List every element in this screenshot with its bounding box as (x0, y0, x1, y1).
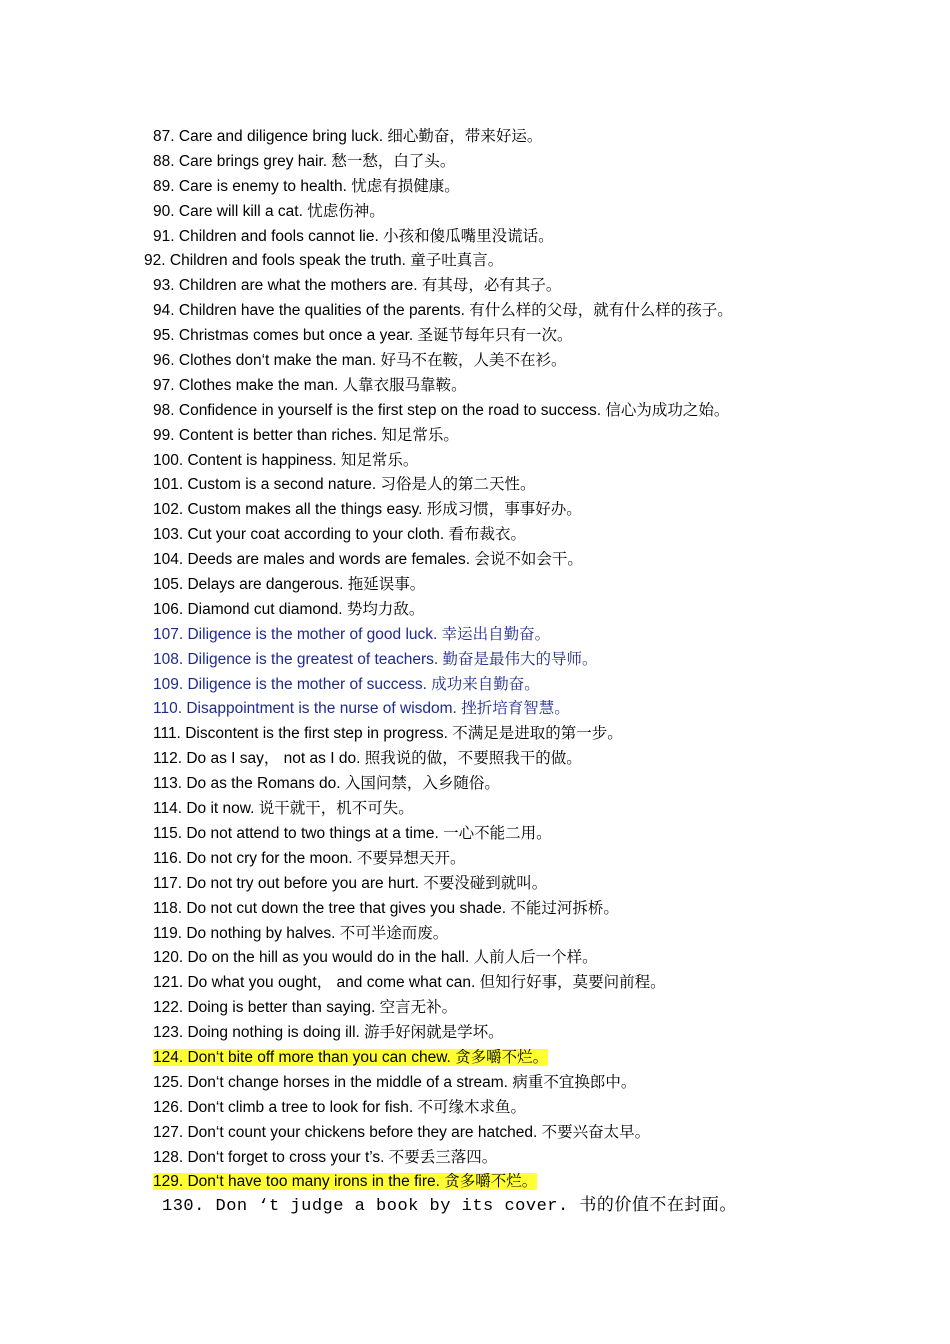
proverb-line (0, 398, 950, 423)
proverb-number: 110. (153, 700, 183, 718)
proverb-line (0, 796, 950, 821)
proverb-number: 104. (153, 551, 184, 569)
proverb-line (0, 921, 950, 946)
proverb-english: Delays are dangerous. (187, 576, 344, 594)
proverb-english: Confidence in yourself is the first step on the road to success. (178, 401, 602, 419)
proverb-chinese: 不能过河拆桥。 (510, 898, 619, 917)
proverb-chinese: 入国问禁，入乡随俗。 (344, 774, 500, 793)
proverb-english: Don‘t climb a tree to look for fish. (187, 1098, 414, 1116)
proverb-line (0, 597, 950, 622)
proverb-number: 118. (153, 899, 183, 917)
proverb-english: Disappointment is the nurse of wisdom. (186, 700, 457, 718)
proverb-number: 111. (153, 725, 181, 743)
proverb-chinese: 形成习惯，事事好办。 (426, 500, 582, 519)
proverb-line (0, 348, 950, 373)
proverb-line (0, 448, 950, 473)
proverb-number: 98. (153, 401, 175, 419)
proverb-chinese: 空言无补。 (379, 998, 458, 1017)
proverb-list (0, 124, 950, 1220)
proverb-line (0, 423, 950, 448)
proverb-line (0, 224, 950, 249)
proverb-number: 119. (153, 924, 183, 942)
proverb-chinese: 圣诞节每年只有一次。 (417, 326, 573, 345)
proverb-chinese: 看布裁衣。 (448, 525, 527, 544)
proverb-number: 113. (153, 775, 183, 793)
proverb-line (0, 622, 950, 647)
proverb-english: Custom is a second nature. (187, 476, 377, 494)
proverb-english: Care and diligence bring luck. (178, 128, 384, 145)
proverb-number: 101. (153, 476, 184, 494)
proverb-number: 122. (153, 999, 184, 1017)
proverb-number: 128. (153, 1148, 184, 1166)
proverb-number: 125. (153, 1073, 184, 1091)
proverb-line (0, 871, 950, 896)
proverb-line (0, 149, 950, 174)
proverb-chinese: 小孩和傻瓜嘴里没谎话。 (383, 226, 554, 245)
proverb-chinese: 幸运出自勤奋。 (441, 624, 551, 643)
proverb-chinese: 有其母，必有其子。 (421, 276, 562, 295)
proverb-number: 107. (153, 625, 184, 643)
proverb-line (0, 497, 950, 522)
proverb-english: Do nothing by halves. (186, 924, 336, 942)
proverb-line (0, 199, 950, 224)
proverb-english: Do it now. (186, 800, 255, 818)
proverb-line (0, 647, 950, 672)
proverb-number: 91. (153, 227, 175, 245)
proverb-line (0, 373, 950, 398)
proverb-chinese: 童子吐真言。 (410, 251, 504, 270)
proverb-number: 114. (153, 800, 183, 818)
proverb-english: Do as the Romans do. (186, 775, 341, 793)
proverb-number: 92. (144, 252, 166, 270)
proverb-number: 117. (153, 874, 183, 892)
proverb-english: Care will kill a cat. (178, 202, 303, 220)
proverb-line (0, 174, 950, 199)
proverb-line (0, 846, 950, 871)
proverb-line (0, 821, 950, 846)
proverb-chinese: 照我说的做，不要照我干的做。 (364, 749, 582, 768)
proverb-chinese: 不要丢三落四。 (388, 1147, 498, 1166)
proverb-number: 87. (153, 128, 175, 145)
proverb-number: 123. (153, 1024, 184, 1042)
proverb-chinese: 但知行好事，莫要问前程。 (479, 973, 666, 992)
proverb-line (0, 1145, 950, 1170)
proverb-number: 93. (153, 277, 175, 295)
proverb-chinese: 忧虑伤神。 (307, 201, 385, 220)
proverb-number: 90. (153, 202, 175, 220)
proverb-english: Children and fools cannot lie. (178, 227, 379, 245)
highlighted-text (153, 1173, 537, 1190)
proverb-english: Custom makes all the things easy. (187, 501, 423, 519)
proverb-number: 88. (153, 152, 175, 170)
proverb-chinese: 勤奋是最伟大的导师。 (442, 649, 598, 668)
proverb-line (0, 248, 950, 273)
proverb-number: 95. (153, 327, 175, 345)
proverb-english: Doing is better than saying. (187, 999, 376, 1017)
proverb-chinese: 不要兴奋太早。 (541, 1122, 651, 1141)
proverb-number: 108. (153, 650, 184, 668)
proverb-line (0, 547, 950, 572)
proverb-chinese: 病重不宜换郎中。 (512, 1072, 637, 1091)
proverb-english: Diligence is the greatest of teachers. (187, 650, 439, 668)
proverb-line (0, 1120, 950, 1145)
proverb-number: 116. (153, 849, 183, 867)
proverb-english: Diligence is the mother of success. (187, 675, 427, 693)
proverb-chinese: 不要异想天开。 (356, 848, 466, 867)
proverb-chinese: 知足常乐。 (340, 450, 419, 469)
proverb-chinese: 游手好闲就是学坏。 (364, 1023, 504, 1042)
proverb-chinese: 书的价值不在封面。 (579, 1197, 737, 1217)
proverb-english: Don‘t forget to cross your t’s. (187, 1148, 385, 1166)
proverb-line (0, 298, 950, 323)
proverb-english: Don‘t change horses in the middle of a stream. (187, 1073, 508, 1091)
proverb-english: Children are what the mothers are. (178, 277, 418, 295)
proverb-number: 127. (153, 1123, 184, 1141)
proverb-english: Children and fools speak the truth. (169, 252, 406, 270)
proverb-chinese: 说干就干，机不可失。 (258, 799, 414, 818)
proverb-english: Do not attend to two things at a time. (186, 824, 439, 842)
proverb-chinese: 不可缘木求鱼。 (417, 1097, 527, 1116)
highlighted-text (153, 1049, 548, 1066)
proverb-number: 126. (153, 1098, 184, 1116)
proverb-line (0, 721, 950, 746)
proverb-number: 109. (153, 675, 184, 693)
proverb-line (0, 522, 950, 547)
proverb-english: Discontent is the first step in progress. (185, 725, 448, 743)
proverb-chinese: 会说不如会干。 (474, 550, 583, 569)
proverb-line (0, 273, 950, 298)
proverb-chinese: 习俗是人的第二天性。 (380, 475, 536, 494)
proverb-english: Children have the qualities of the parents. (178, 302, 465, 320)
proverb-number: 94. (153, 302, 175, 320)
proverb-chinese: 有什么样的父母，就有什么样的孩子。 (469, 301, 733, 320)
proverb-english: Do as I say， not as I do. (186, 750, 361, 768)
proverb-line (0, 1095, 950, 1120)
proverb-line (0, 124, 950, 149)
proverb-number: 100. (153, 451, 184, 469)
proverb-chinese: 势均力敌。 (346, 599, 425, 618)
proverb-number: 121. (153, 974, 184, 992)
proverb-english: Care is enemy to health. (178, 177, 347, 195)
proverb-english: Deeds are males and words are females. (187, 551, 471, 569)
proverb-english: Do what you ought， and come what can. (187, 974, 476, 992)
proverb-line (0, 970, 950, 995)
proverb-chinese: 人靠衣服马靠鞍。 (342, 375, 467, 394)
proverb-chinese: 挫折培育智慧。 (461, 699, 570, 718)
proverb-chinese: 贪多嚼不烂。 (444, 1172, 538, 1191)
proverb-chinese: 贪多嚼不烂。 (455, 1047, 549, 1066)
proverb-english: Cut your coat according to your cloth. (187, 526, 445, 544)
proverb-english: Care brings grey hair. (178, 152, 328, 170)
proverb-line (0, 1045, 950, 1070)
proverb-number: 96. (153, 352, 175, 370)
proverb-line (0, 672, 950, 697)
proverb-chinese: 一心不能二用。 (443, 823, 552, 842)
proverb-english: Do on the hill as you would do in the hall. (187, 949, 470, 967)
proverb-line (0, 572, 950, 597)
proverb-english: Do not try out before you are hurt. (186, 874, 419, 892)
proverb-chinese: 不可半途而废。 (339, 923, 449, 942)
proverb-line (0, 1020, 950, 1045)
proverb-line (0, 1195, 950, 1220)
proverb-english: Do not cry for the moon. (186, 849, 353, 867)
proverb-line (0, 896, 950, 921)
proverb-english: Content is better than riches. (178, 426, 378, 444)
proverb-chinese: 忧虑有损健康。 (351, 176, 460, 195)
proverb-english: Do not cut down the tree that gives you shade. (186, 899, 507, 917)
proverb-chinese: 知足常乐。 (381, 425, 459, 444)
proverb-english: Clothes don‘t make the man. (178, 352, 377, 370)
proverb-english: Don‘t count your chickens before they are hatched. (187, 1123, 538, 1141)
proverb-chinese: 好马不在鞍，人美不在衫。 (380, 351, 567, 370)
proverb-number: 124. (153, 1048, 184, 1066)
proverb-english: Diligence is the mother of good luck. (187, 625, 438, 643)
proverb-chinese: 不要没碰到就叫。 (423, 873, 548, 892)
proverb-number: 130. (162, 1197, 205, 1217)
proverb-number: 129. (153, 1173, 184, 1191)
proverb-line (0, 1070, 950, 1095)
proverb-english: Don ‘t judge a book by its cover. (215, 1197, 569, 1217)
proverb-chinese: 细心勤奋，带来好运。 (387, 127, 543, 145)
proverb-line (0, 771, 950, 796)
proverb-english: Content is happiness. (187, 451, 337, 469)
proverb-number: 89. (153, 177, 175, 195)
proverb-number: 120. (153, 949, 184, 967)
proverb-line (0, 323, 950, 348)
proverb-line (0, 472, 950, 497)
proverb-english: Don‘t bite off more than you can chew. (187, 1048, 451, 1066)
proverb-number: 102. (153, 501, 184, 519)
proverb-line (0, 746, 950, 771)
proverb-number: 115. (153, 824, 183, 842)
proverb-chinese: 成功来自勤奋。 (431, 674, 540, 693)
proverb-number: 105. (153, 576, 184, 594)
proverb-english: Clothes make the man. (178, 376, 339, 394)
proverb-number: 97. (153, 376, 175, 394)
proverb-number: 103. (153, 526, 184, 544)
proverb-chinese: 拖延误事。 (347, 575, 426, 594)
proverb-english: Christmas comes but once a year. (178, 327, 414, 345)
proverb-english: Don‘t have too many irons in the fire. (187, 1173, 440, 1191)
proverb-line (0, 1169, 950, 1194)
proverb-english: Doing nothing is doing ill. (187, 1024, 360, 1042)
proverb-english: Diamond cut diamond. (187, 600, 343, 618)
proverb-line (0, 696, 950, 721)
proverb-number: 112. (153, 750, 183, 768)
proverb-number: 99. (153, 426, 175, 444)
proverb-line (0, 945, 950, 970)
proverb-chinese: 不满足是进取的第一步。 (452, 724, 623, 743)
proverb-line (0, 995, 950, 1020)
proverb-chinese: 人前人后一个样。 (473, 948, 598, 967)
proverb-chinese: 愁一愁，白了头。 (331, 151, 456, 170)
proverb-number: 106. (153, 600, 184, 618)
proverb-chinese: 信心为成功之始。 (605, 400, 730, 419)
